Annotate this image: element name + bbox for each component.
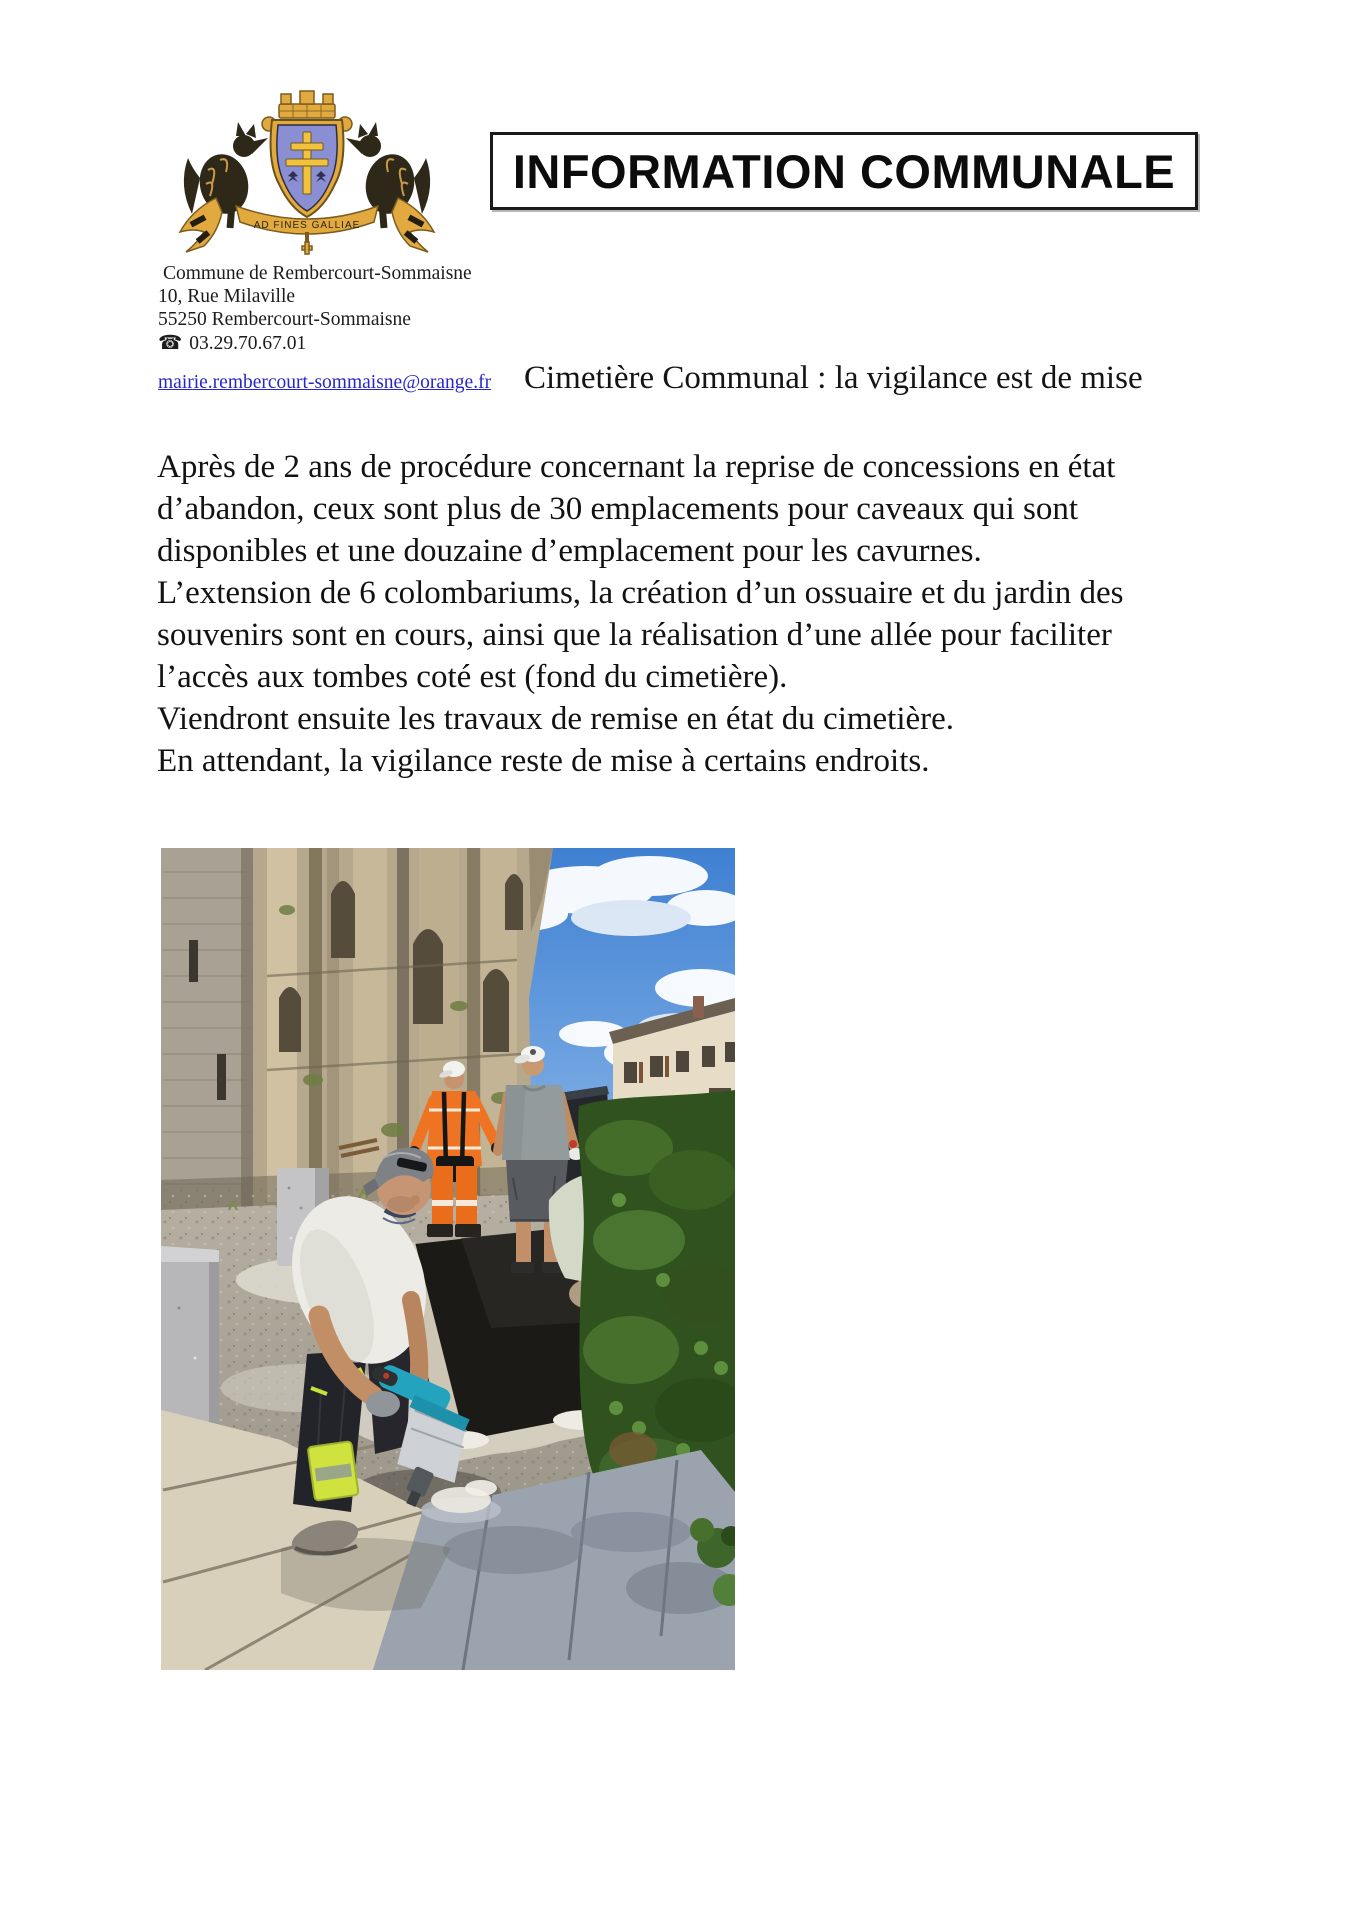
- email-link[interactable]: mairie.rembercourt-sommaisne@orange.fr: [158, 372, 492, 393]
- photo-illustration: [161, 848, 735, 1670]
- body-line: d’abandon, ceux sont plus de 30 emplacements pour caveaux qui sont: [157, 491, 1079, 527]
- commune-phone-line: [158, 332, 472, 355]
- article-heading: Cimetière Communal : la vigilance est de mise: [524, 360, 1143, 396]
- commune-street: 10, Rue Milaville: [158, 286, 296, 308]
- bulletin-title-box: [490, 132, 1198, 210]
- body-line: Après de 2 ans de procédure concernant la reprise de concessions en état: [157, 449, 1116, 485]
- commune-crest: [172, 80, 442, 256]
- commune-name: Commune de Rembercourt-Sommaisne: [163, 263, 472, 284]
- body-line: En attendant, la vigilance reste de mise à certains endroits.: [157, 743, 930, 779]
- body-line: l’accès aux tombes coté est (fond du cimetière).: [157, 659, 788, 695]
- crest-motto: AD FINES GALLIAE: [253, 220, 361, 231]
- commune-address-block: [158, 262, 472, 355]
- body-line: disponibles et une douzaine d’emplacement pour les cavurnes.: [157, 533, 982, 569]
- article-body: [157, 446, 1124, 782]
- body-line: souvenirs sont en cours, ainsi que la réalisation d’une allée pour faciliter: [157, 617, 1112, 653]
- body-line: L’extension de 6 colombariums, la création d’un ossuaire et du jardin des: [157, 575, 1124, 611]
- commune-city: 55250 Rembercourt-Sommaisne: [158, 309, 411, 331]
- phone-number: 03.29.70.67.01: [189, 332, 307, 354]
- crest-graphic: [172, 80, 442, 256]
- cemetery-works-photo: [161, 848, 735, 1670]
- bulletin-title: INFORMATION COMMUNALE: [512, 144, 1176, 198]
- church-facade: [161, 848, 553, 1214]
- body-line: Viendront ensuite les travaux de remise en état du cimetière.: [157, 701, 955, 737]
- phone-icon: ☎: [158, 332, 183, 354]
